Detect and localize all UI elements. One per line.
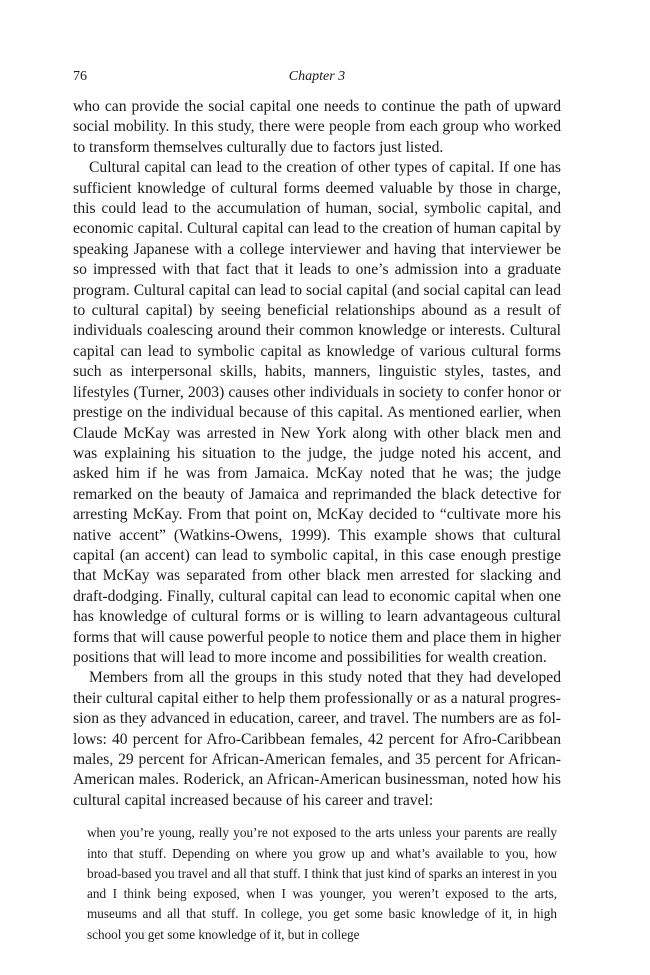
- running-head: [73, 66, 561, 88]
- paragraph: Members from all the groups in this study noted that they had developed their cultural capital either to help them professionally or as a natural progression as they advanced in education, career, and travel. The numbers are as follows: 40 percent for Afro-Caribbean females, 42 percent for Afro-Caribbean males, 29 percent for African-American females, and 35 percent for African-American males. Roderick, an African-American businessman, noted how his cultural capital increased because of his career and travel:: [73, 669, 561, 809]
- page-number: 76: [73, 69, 87, 84]
- paragraph: who can provide the social capital one needs to continue the path of upward social mobility. In this study, there were people from each group who worked to transform themselves culturally due to factors just listed.: [73, 98, 561, 156]
- body-text: [73, 97, 561, 811]
- chapter-title: Chapter 3: [288, 69, 346, 84]
- block-quote: when you’re young, really you’re not exposed to the arts unless your parents are really into that stuff. Depending on where you grow up and what’s available to you, how broad-based you travel and all that stuff. I think that just kind of sparks an interest in you and I think being exposed, when I was younger, you weren’t exposed to the arts, museums and all that stuff. In college, you get some basic knowledge of it, in high school you get some knowledge of it, but in college: [87, 825, 557, 942]
- book-page: [73, 66, 561, 945]
- paragraph: Cultural capital can lead to the creation of other types of capital. If one has sufficient knowledge of cultural forms deemed valuable by those in charge, this could lead to the accumulation of human, social, symbolic capital, and economic capital. Cultural capital can lead to the creation of human capital by speaking Japanese with a college interviewer and having that interviewer be so impressed with that fact that it leads to one’s admission into a graduate program. Cultural capital can lead to social capital (and social capital can lead to cultural capital) by seeing beneficial relationships abound as a result of individuals coalescing around their common knowledge or interests. Cultural capital can lead to symbolic capital as knowledge of various cultural forms such as interpersonal skills, habits, manners, linguistic styles, tastes, and lifestyles (Turner, 2003) causes other individuals in society to confer honor or prestige on the individual because of this capital. As mentioned earlier, when Claude McKay was arrested in New York along with other black men and was explaining his situation to the judge, the judge noted his accent, and asked him if he was from Jamaica. McKay noted that he was; the judge remarked on the beauty of Jamaica and reprimanded the black detective for arresting McKay. From that point on, McKay decided to “cultivate more his native accent” (Watkins-Owens, 1999). This example shows that cultural capital (an accent) can lead to symbolic capital, in this case enough prestige that McKay was separated from other black men arrested for slacking and draft-dodging. Finally, cultural capital can lead to economic capital when one has knowledge of cultural forms or is willing to learn advantageous cultural forms that will cause powerful people to notice them and place them in higher positions that will lead to more income and possibilities for wealth creation.: [73, 159, 561, 666]
